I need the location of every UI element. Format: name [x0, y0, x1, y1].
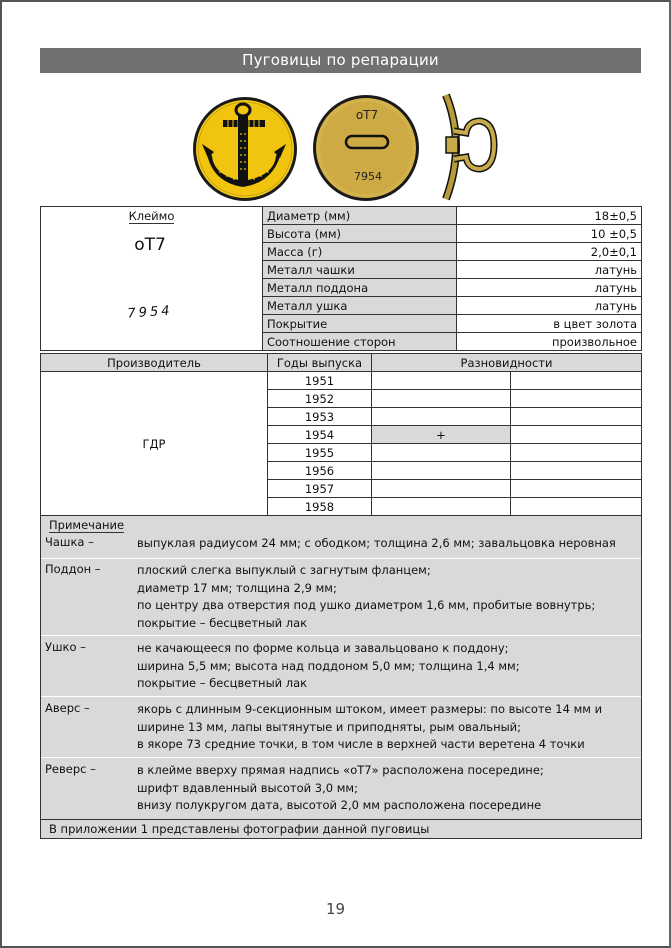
note-line: ширина 5,5 мм; высота над поддоном 5,0 мм; толщина 1,4 мм; — [137, 658, 520, 673]
note-line: плоский слегка выпуклый с загнутым фланцем; — [137, 563, 431, 577]
note-line: в якоре 73 средние точки, в том числе в верхней части веретена 4 точки — [137, 737, 585, 751]
note-line: покрытие – бесцветный лак — [137, 615, 308, 630]
variant-cell — [372, 480, 511, 498]
button-profile-image — [432, 91, 502, 207]
spec-label: Масса (г) — [262, 243, 456, 261]
note-separator — [41, 635, 641, 636]
note-line: шрифт вдавленный высотой 3,0 мм; — [137, 780, 358, 795]
note-line: по центру два отверстия под ушко диаметром 1,6 мм, пробитые вовнутрь; — [137, 598, 596, 612]
variant-cell — [511, 372, 642, 390]
reverse-stamp-top: оТ7 — [355, 108, 379, 122]
year-cell: 1954 — [268, 426, 372, 444]
reverse-stamp-date: 7954 — [354, 170, 382, 183]
spec-value: 18±0,5 — [456, 207, 641, 225]
spec-value: 10 ±0,5 — [456, 225, 641, 243]
variants-header: Разновидности — [372, 354, 642, 372]
stamp-date-text: 7954 — [126, 303, 174, 322]
note-line: в клейме вверху прямая надпись «оТ7» расположена посередине; — [137, 763, 544, 777]
production-table — [40, 353, 642, 516]
spec-value: латунь — [456, 279, 641, 297]
notes-footer: В приложении 1 представлены фотографии данной пуговицы — [49, 822, 430, 836]
variant-cell — [372, 408, 511, 426]
variant-cell — [372, 372, 511, 390]
page-title: Пуговицы по репарации — [40, 48, 641, 73]
spec-value: 2,0±0,1 — [456, 243, 641, 261]
year-cell: 1958 — [268, 498, 372, 516]
spec-label: Металл поддона — [262, 279, 456, 297]
notes-section — [40, 515, 642, 839]
note-separator — [41, 696, 641, 697]
note-line: ширине 13 мм, лапы вытянутые и приподняты, рым овальный; — [137, 719, 522, 734]
variant-cell: + — [372, 426, 511, 444]
year-cell: 1952 — [268, 390, 372, 408]
note-line: не качающееся по форме кольца и завальцовано к поддону; — [137, 641, 509, 655]
note-term: Ушко – — [45, 640, 86, 654]
spec-label: Покрытие — [262, 315, 456, 333]
variant-cell — [372, 444, 511, 462]
year-cell: 1951 — [268, 372, 372, 390]
variant-cell — [511, 444, 642, 462]
button-reverse-image — [312, 94, 420, 206]
note-term: Поддон – — [45, 562, 101, 576]
note-term: Чашка – — [45, 535, 94, 549]
note-term: Аверс – — [45, 701, 90, 715]
maker-cell: ГДР — [41, 372, 268, 516]
year-cell: 1957 — [268, 480, 372, 498]
year-cell: 1953 — [268, 408, 372, 426]
variant-cell — [511, 390, 642, 408]
spec-table — [40, 206, 642, 351]
notes-header: Примечание — [49, 518, 125, 532]
button-obverse-image — [192, 96, 298, 206]
variant-cell — [511, 480, 642, 498]
note-line: диаметр 17 мм; толщина 2,9 мм; — [137, 580, 337, 595]
stamp-header: Клеймо — [128, 209, 175, 223]
spec-value: латунь — [456, 297, 641, 315]
note-line: покрытие – бесцветный лак — [137, 676, 308, 690]
variant-cell — [372, 390, 511, 408]
variant-cell — [372, 498, 511, 516]
year-cell: 1955 — [268, 444, 372, 462]
spec-label: Металл ушка — [262, 297, 456, 315]
variant-cell — [511, 426, 642, 444]
spec-value: произвольное — [456, 333, 641, 351]
note-line: выпуклая радиусом 24 мм; с ободком; толщина 2,6 мм; завальцовка неровная — [137, 536, 616, 550]
variant-cell — [511, 462, 642, 480]
variant-cell — [511, 408, 642, 426]
variant-cell — [372, 462, 511, 480]
note-line: якорь с длинным 9-секционным штоком, имеет размеры: по высоте 14 мм и — [137, 702, 603, 716]
year-cell: 1956 — [268, 462, 372, 480]
page-number: 19 — [325, 900, 346, 918]
note-term: Реверс – — [45, 762, 96, 776]
spec-value: латунь — [456, 261, 641, 279]
spec-label: Соотношение сторон — [262, 333, 456, 351]
spec-label: Диаметр (мм) — [262, 207, 456, 225]
variant-cell — [511, 498, 642, 516]
stamp-cell — [41, 207, 263, 351]
spec-label: Металл чашки — [262, 261, 456, 279]
years-header: Годы выпуска — [268, 354, 372, 372]
spec-value: в цвет золота — [456, 315, 641, 333]
maker-header: Производитель — [41, 354, 268, 372]
stamp-top-text: оТ7 — [134, 235, 166, 255]
note-line: внизу полукругом дата, высотой 2,0 мм расположена посередине — [137, 798, 542, 812]
spec-label: Высота (мм) — [262, 225, 456, 243]
note-separator — [41, 757, 641, 758]
note-separator — [41, 558, 641, 559]
